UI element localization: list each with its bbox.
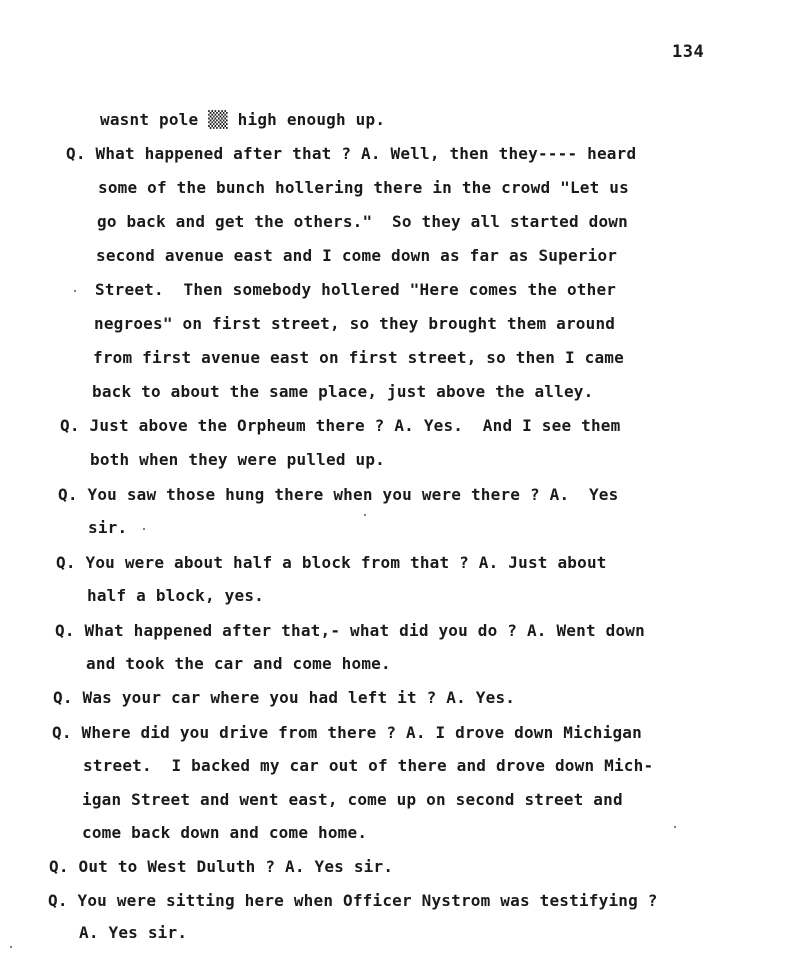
transcript-line: igan Street and went east, come up on second street and [82, 790, 623, 809]
transcript-line: Q. Was your car where you had left it ? A. Yes. [53, 688, 516, 707]
scan-speck [143, 528, 145, 530]
transcript-line: street. I backed my car out of there and drove down Mich- [83, 756, 654, 775]
transcript-line: wasnt pole ▒▒ high enough up. [100, 110, 386, 129]
transcript-line: Q. Where did you drive from there ? A. I drove down Michigan [52, 723, 642, 742]
transcript-line: Q. You were sitting here when Officer Nystrom was testifying ? [48, 891, 658, 910]
transcript-line: come back down and come home. [82, 823, 368, 842]
transcript-line: some of the bunch hollering there in the crowd "Let us [98, 178, 629, 197]
transcript-line: Q. What happened after that,- what did you do ? A. Went down [55, 621, 645, 640]
transcript-line: A. Yes sir. [79, 923, 188, 942]
scan-speck [364, 514, 366, 516]
page-number: 134 [672, 42, 705, 62]
transcript-line: from first avenue east on first street, so then I came [93, 348, 624, 367]
transcript-line: sir. [88, 518, 128, 537]
transcript-line: Street. Then somebody hollered "Here comes the other [95, 280, 617, 299]
scan-speck [674, 826, 676, 828]
transcript-line: Q. Just above the Orpheum there ? A. Yes. And I see them [60, 416, 621, 435]
scan-speck [74, 290, 76, 292]
transcript-line: Q. You saw those hung there when you were there ? A. Yes [58, 485, 619, 504]
transcript-line: both when they were pulled up. [90, 450, 385, 469]
scan-speck [10, 946, 12, 948]
transcript-line: go back and get the others." So they all started down [97, 212, 628, 231]
transcript-line: half a block, yes. [87, 586, 264, 605]
transcript-line: Q. You were about half a block from that ? A. Just about [56, 553, 607, 572]
transcript-line: negroes" on first street, so they brought them around [94, 314, 616, 333]
transcript-line: Q. Out to West Duluth ? A. Yes sir. [49, 857, 394, 876]
transcript-line: back to about the same place, just above the alley. [92, 382, 594, 401]
transcript-line: and took the car and come home. [86, 654, 391, 673]
transcript-line: second avenue east and I come down as far as Superior [96, 246, 618, 265]
transcript-line: Q. What happened after that ? A. Well, then they---- heard [66, 144, 637, 163]
